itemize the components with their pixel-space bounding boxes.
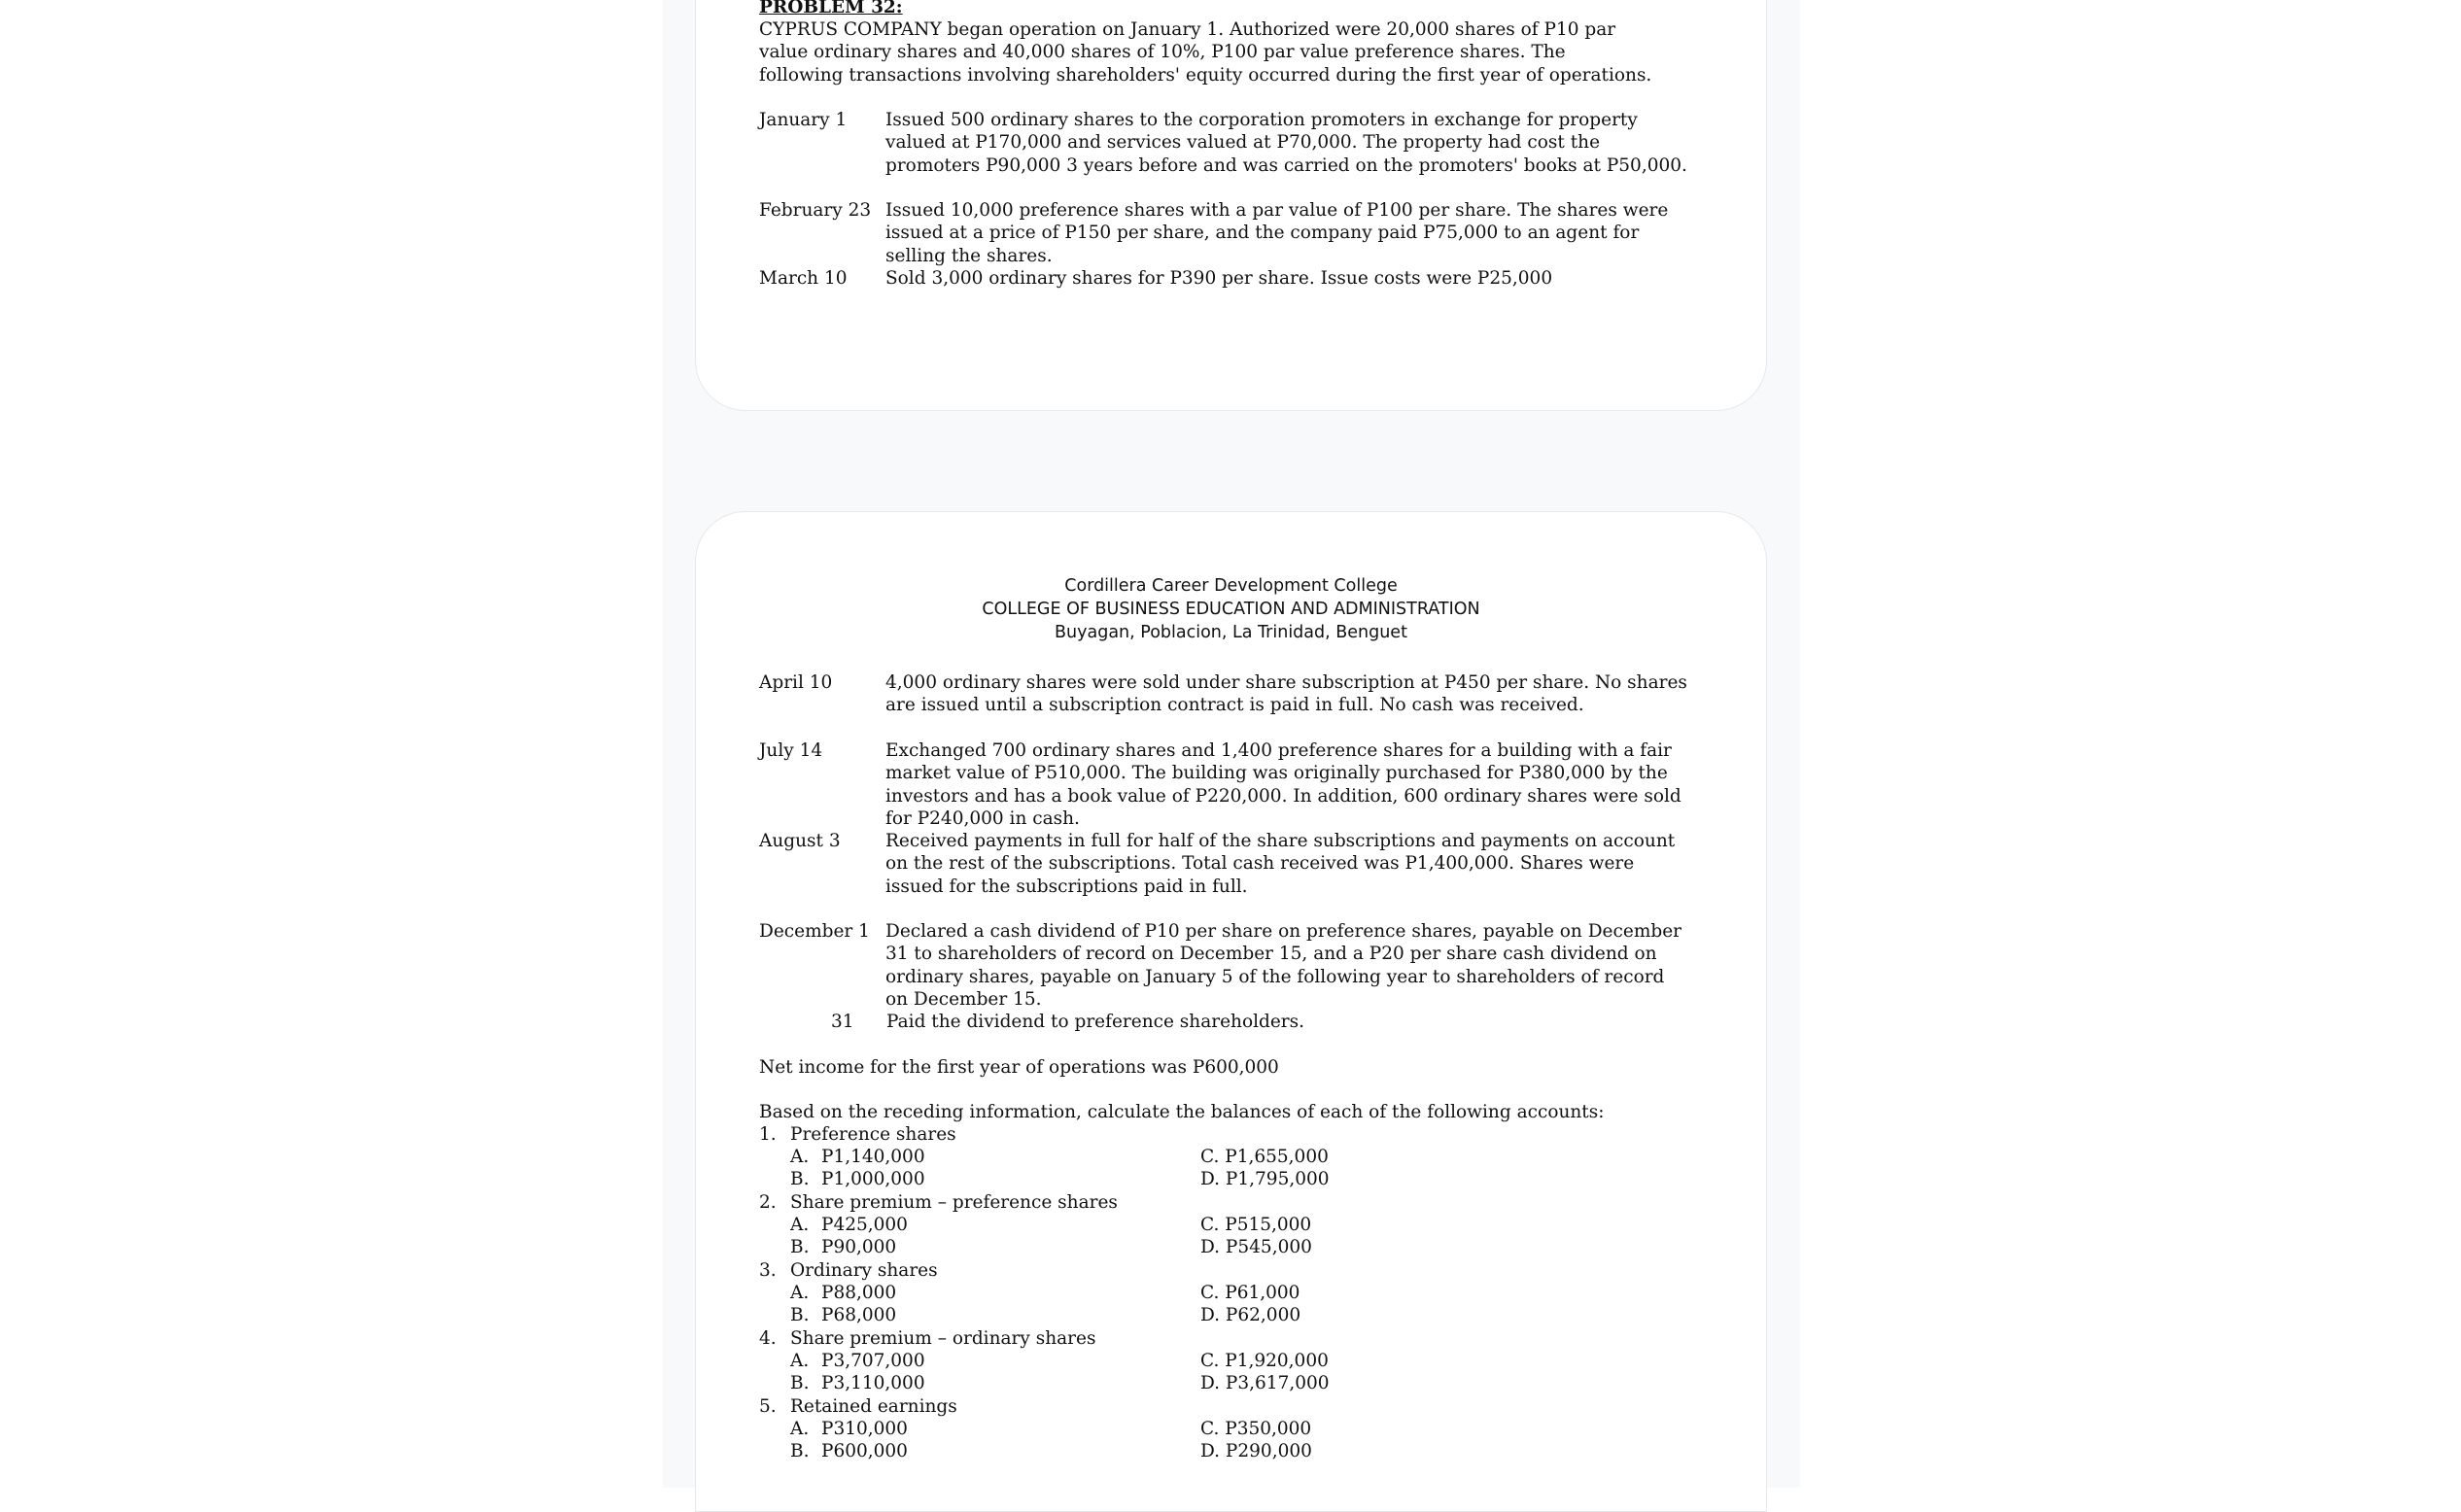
option-a: A. P310,000 <box>790 1419 908 1439</box>
transaction-date: December 1 <box>759 921 870 942</box>
department-name: COLLEGE OF BUSINESS EDUCATION AND ADMINISTRATION <box>982 600 1480 619</box>
option-a: A. P425,000 <box>790 1215 908 1235</box>
option-a: A. P3,707,000 <box>790 1351 925 1371</box>
document-page-1 <box>695 0 1767 411</box>
intro-paragraph: CYPRUS COMPANY began operation on January 1. Authorized were 20,000 shares of P10 par value ordinary shares and 40,000 shares of 10%, P100 par value preference shares. The following transactions involving shareholders' equity occurred during the first year of operations. <box>759 19 1652 86</box>
question-label: Share premium – ordinary shares <box>790 1328 1096 1349</box>
problem-title: PROBLEM 32: <box>759 0 903 17</box>
question: 5. Retained earnings <box>759 1396 957 1417</box>
option-b: B. P1,000,000 <box>790 1169 925 1189</box>
transaction-description: Paid the dividend to preference shareholders. <box>886 1012 1305 1032</box>
instructions: Based on the receding information, calculate the balances of each of the following accounts: <box>759 1102 1605 1122</box>
option-b: B. P90,000 <box>790 1237 897 1257</box>
question-label: Retained earnings <box>790 1396 957 1417</box>
transaction-description: Exchanged 700 ordinary shares and 1,400 preference shares for a building with a fair market value of P510,000. The building was originally purchased for P380,000 by the investors and has a book value of P220,000. In addition, 600 ordinary shares were sold for P240,000 in cash. <box>885 740 1681 829</box>
transaction-description: 4,000 ordinary shares were sold under share subscription at P450 per share. No shares are issued until a subscription contract is paid in full. No cash was received. <box>885 672 1687 716</box>
option-b: B. P68,000 <box>790 1305 897 1325</box>
transaction-date: 31 <box>831 1012 854 1032</box>
transaction-date: April 10 <box>759 672 833 693</box>
question: 3. Ordinary shares <box>759 1260 938 1281</box>
option-d: D. P290,000 <box>1200 1441 1312 1461</box>
option-b: B. P600,000 <box>790 1441 908 1461</box>
question: 2. Share premium – preference shares <box>759 1192 1118 1213</box>
option-a: A. P1,140,000 <box>790 1147 925 1167</box>
transaction-description: Issued 500 ordinary shares to the corporation promoters in exchange for property valued at P170,000 and services valued at P70,000. The property had cost the promoters P90,000 3 years before and was carried on the promoters' books at P50,000. <box>885 110 1687 176</box>
option-c: C. P515,000 <box>1200 1215 1312 1235</box>
option-b: B. P3,110,000 <box>790 1373 925 1393</box>
college-address: Buyagan, Poblacion, La Trinidad, Benguet <box>1055 623 1407 642</box>
option-c: C. P61,000 <box>1200 1283 1300 1303</box>
transaction-date: January 1 <box>759 110 848 130</box>
question: 4. Share premium – ordinary shares <box>759 1328 1096 1349</box>
transaction-date: February 23 <box>759 200 872 221</box>
option-d: D. P1,795,000 <box>1200 1169 1330 1189</box>
transaction-description: Issued 10,000 preference shares with a par value of P100 per share. The shares were issued at a price of P150 per share, and the company paid P75,000 to an agent for selling the shares. <box>885 200 1669 266</box>
question: 1. Preference shares <box>759 1124 956 1145</box>
transaction-description: Sold 3,000 ordinary shares for P390 per share. Issue costs were P25,000 <box>885 268 1553 289</box>
transaction-date: March 10 <box>759 268 848 289</box>
option-a: A. P88,000 <box>790 1283 897 1303</box>
question-label: Ordinary shares <box>790 1260 938 1281</box>
document-page-2 <box>695 511 1767 1512</box>
option-c: C. P1,655,000 <box>1200 1147 1329 1167</box>
transaction-date: July 14 <box>759 740 823 761</box>
option-d: D. P545,000 <box>1200 1237 1312 1257</box>
net-income-statement: Net income for the first year of operations was P600,000 <box>759 1057 1279 1078</box>
question-label: Preference shares <box>790 1124 956 1145</box>
option-c: C. P1,920,000 <box>1200 1351 1329 1371</box>
transaction-description: Received payments in full for half of the share subscriptions and payments on account on the rest of the subscriptions. Total cash received was P1,400,000. Shares were issued for the subscriptions paid in full. <box>885 831 1676 897</box>
option-c: C. P350,000 <box>1200 1419 1312 1439</box>
option-d: D. P3,617,000 <box>1200 1373 1330 1393</box>
question-label: Share premium – preference shares <box>790 1192 1118 1213</box>
transaction-date: August 3 <box>759 831 841 851</box>
option-d: D. P62,000 <box>1200 1305 1301 1325</box>
college-name: Cordillera Career Development College <box>1064 576 1398 596</box>
transaction-description: Declared a cash dividend of P10 per share on preference shares, payable on December 31 to shareholders of record on December 15, and a P20 per share cash dividend on ordinary shares, payable on January 5 of the following year to shareholders of record on December 15. <box>885 921 1681 1010</box>
